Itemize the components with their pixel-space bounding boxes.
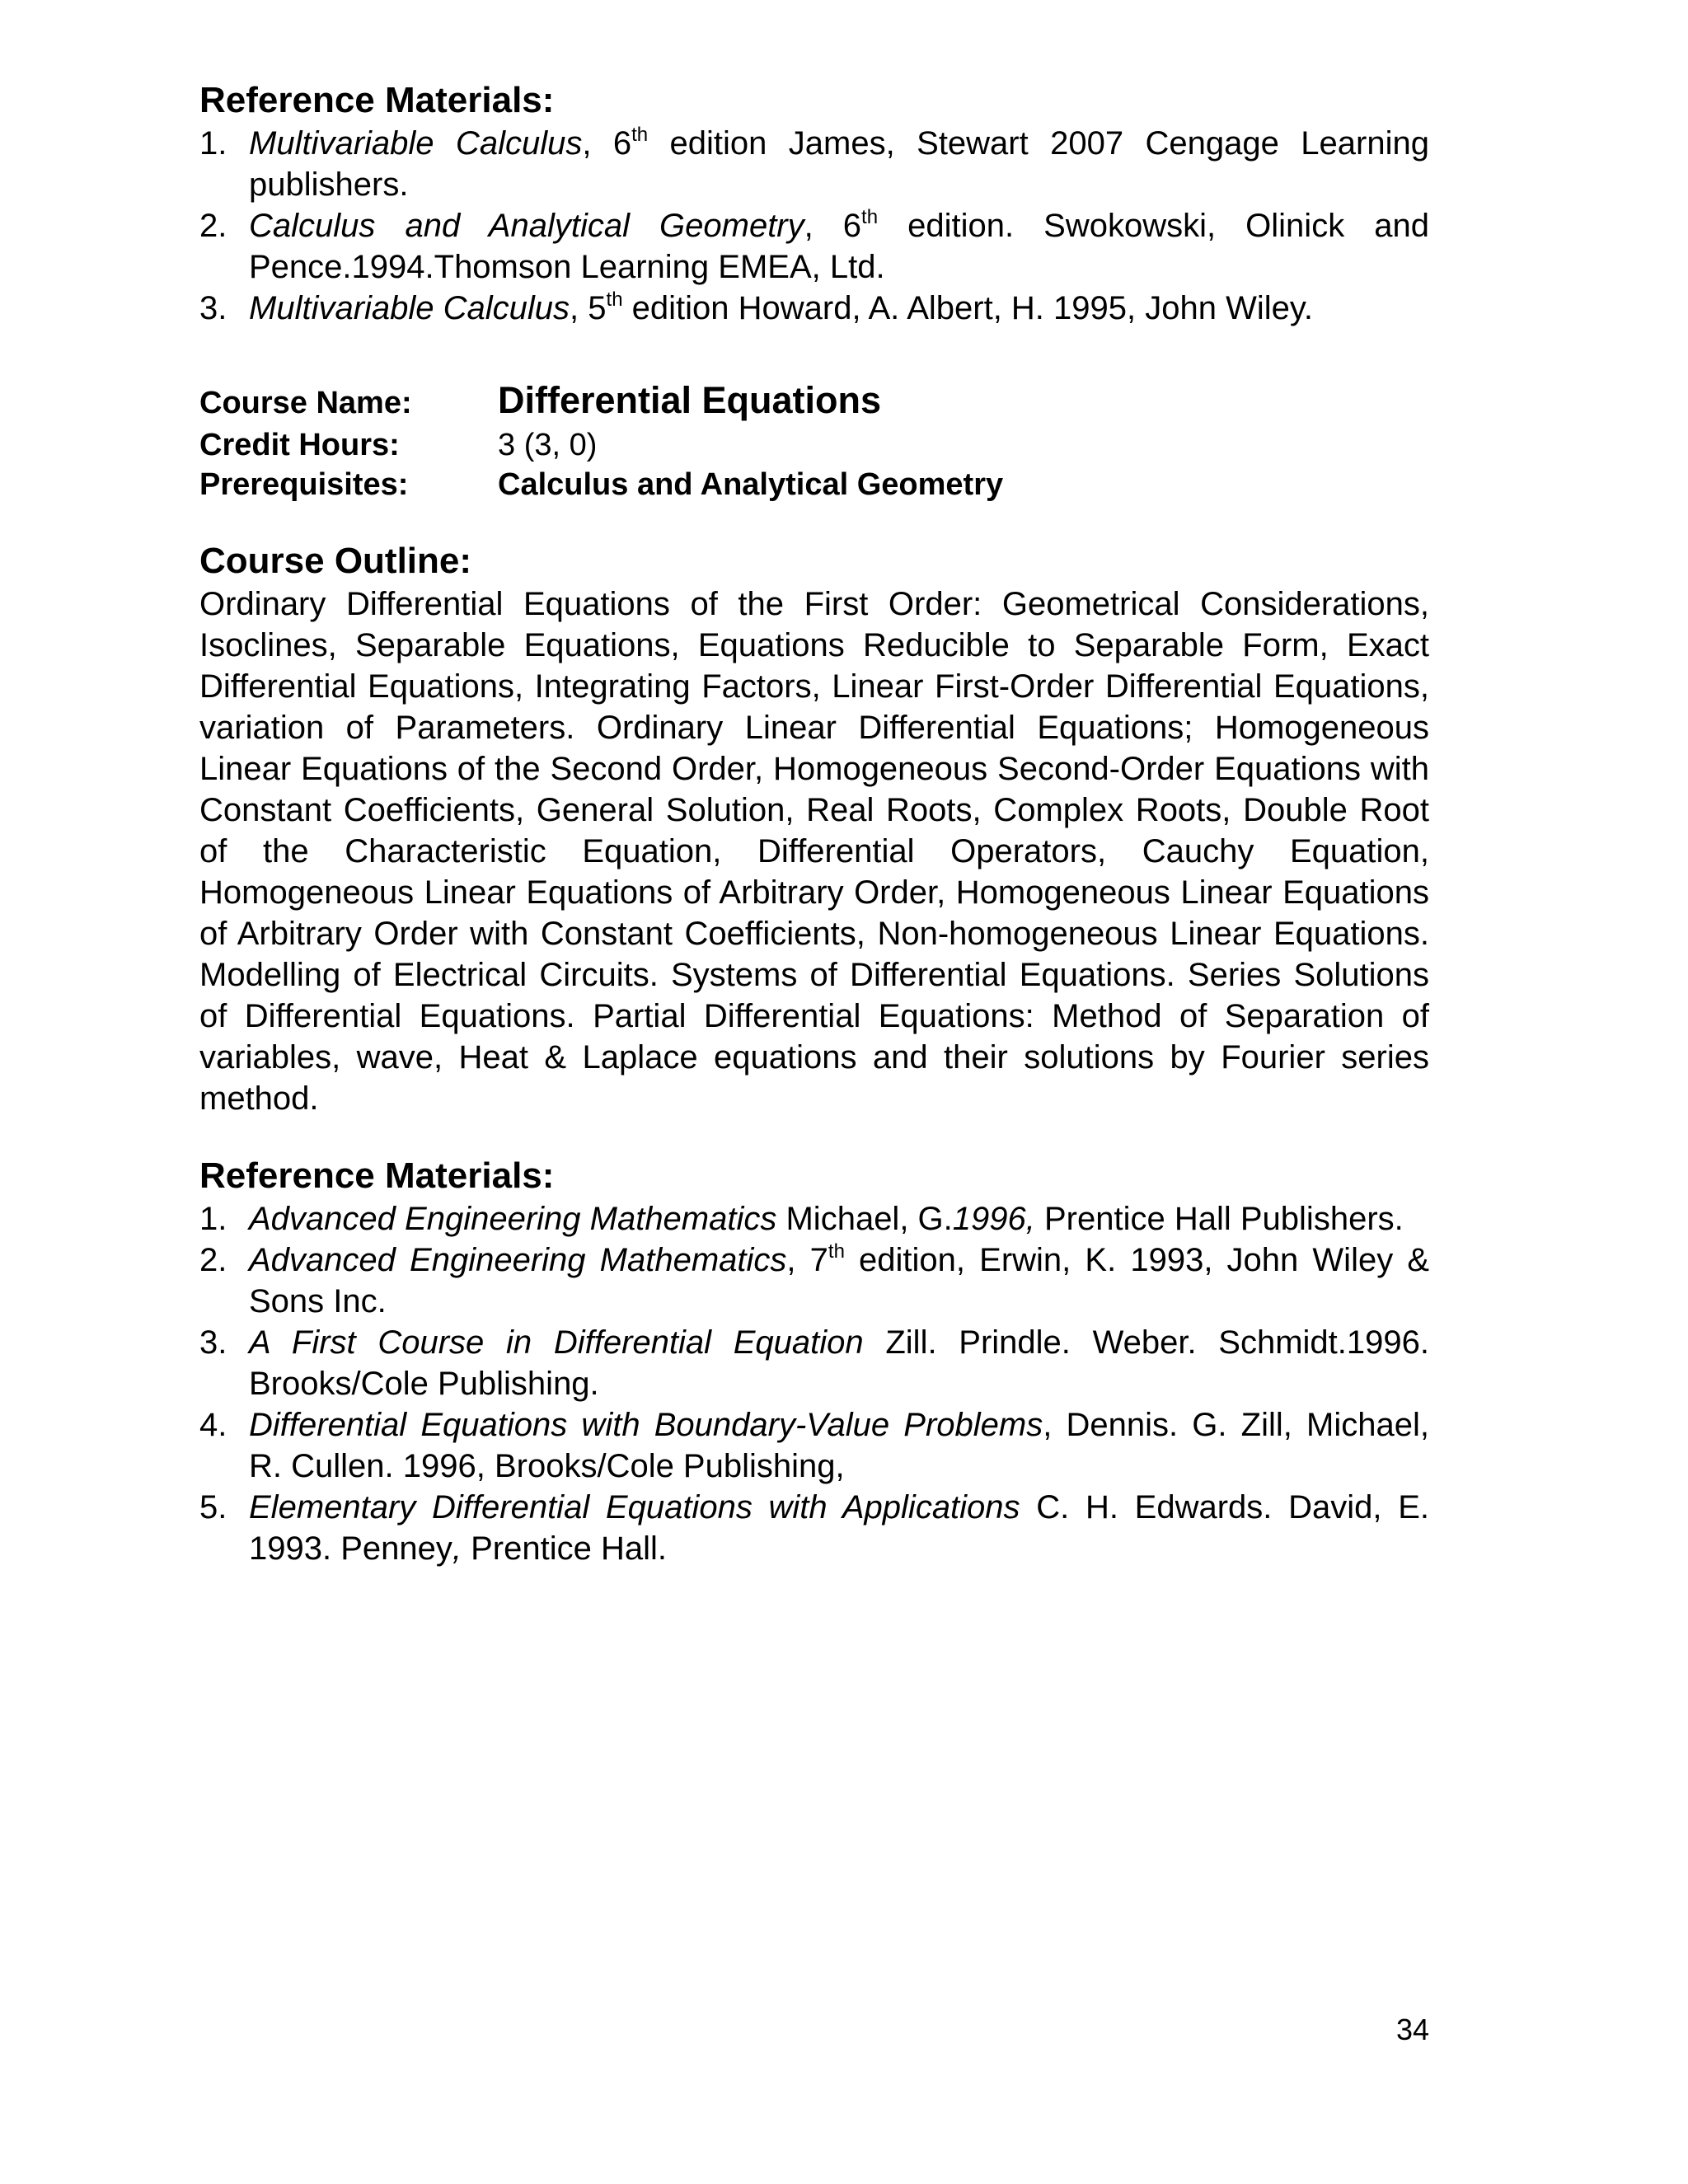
reference-list-1 xyxy=(199,123,1429,329)
credit-hours-row xyxy=(199,425,1429,465)
prerequisites-label: Prerequisites: xyxy=(199,467,409,502)
reference-title: Advanced Engineering Mathematics xyxy=(249,1242,787,1278)
reference-edition: , 6 xyxy=(582,125,632,162)
reference-item xyxy=(199,1404,1429,1487)
reference-year: 1996, xyxy=(952,1201,1035,1237)
reference-details: Prentice Hall Publishers. xyxy=(1034,1201,1404,1237)
ordinal-suffix: th xyxy=(606,288,623,311)
reference-details: , Dennis. G. Zill, Michael, R. Cullen. 1996, Brooks/Cole Publishing, xyxy=(249,1407,1429,1484)
reference-details: edition. Swokowski, Olinick and Pence.1994.Thomson Learning EMEA, Ltd. xyxy=(249,208,1429,285)
reference-title: Advanced Engineering Mathematics xyxy=(249,1201,777,1237)
reference-title: Multivariable Calculus xyxy=(249,290,570,326)
credit-hours-label: Credit Hours: xyxy=(199,428,400,462)
reference-punctuation: , xyxy=(452,1530,462,1567)
course-info xyxy=(199,378,1429,504)
reference-item xyxy=(199,288,1429,329)
reference-details: C. H. Edwards. David, E. 1993. Penney xyxy=(249,1489,1429,1567)
reference-list-2 xyxy=(199,1198,1429,1569)
prerequisites-value: Calculus and Analytical Geometry xyxy=(498,467,1004,502)
reference-item xyxy=(199,1198,1429,1240)
course-name-value: Differential Equations xyxy=(498,379,882,421)
reference-item xyxy=(199,205,1429,288)
ordinal-suffix: th xyxy=(861,206,879,228)
reference-number: 2. xyxy=(199,208,227,244)
reference-item xyxy=(199,1322,1429,1404)
reference-materials-heading-2: Reference Materials: xyxy=(199,1155,555,1196)
course-outline-text: Ordinary Differential Equations of the First Order: Geometrical Considerations, Isoclines, Separable Equations, Equations Reducible to Separable Form, Exact Differential Equations, Integrating Factors, Linear First-Order Differential Equations, variation of Parameters. Ordinary Linear Differential Equations; Homogeneous Linear Equations of the Second Order, Homogeneous Second-Order Equations with Constant Coefficients, General Solution, Real Roots, Complex Roots, Double Root of the Characteristic Equation, Differential Operators, Cauchy Equation, Homogeneous Linear Equations of Arbitrary Order, Homogeneous Linear Equations of Arbitrary Order with Constant Coefficients, Non-homogeneous Linear Equations. Modelling of Electrical Circuits. Systems of Differential Equations. Series Solutions of Differential Equations. Partial Differential Equations: Method of Separation of variables, wave, Heat & Laplace equations and their solutions by Fourier series method. xyxy=(199,586,1429,1117)
reference-title: Calculus and Analytical Geometry xyxy=(249,208,804,244)
reference-details: edition Howard, A. Albert, H. 1995, John Wiley. xyxy=(622,290,1314,326)
ordinal-suffix: th xyxy=(828,1240,845,1263)
reference-title: A First Course in Differential Equation xyxy=(249,1324,864,1361)
reference-number: 1. xyxy=(199,1201,227,1237)
reference-number: 3. xyxy=(199,290,227,326)
credit-hours-value: 3 (3, 0) xyxy=(498,428,598,462)
ordinal-suffix: th xyxy=(631,124,649,146)
document-page xyxy=(199,78,1429,1569)
reference-details: Michael, G. xyxy=(776,1201,953,1237)
reference-number: 1. xyxy=(199,125,227,162)
reference-title: Differential Equations with Boundary-Value Problems xyxy=(249,1407,1043,1443)
reference-title: Elementary Differential Equations with Applications xyxy=(249,1489,1020,1526)
reference-number: 4. xyxy=(199,1407,227,1443)
reference-details: Zill. Prindle. Weber. Schmidt.1996. Brooks/Cole Publishing. xyxy=(249,1324,1430,1402)
course-name-label: Course Name: xyxy=(199,386,412,420)
reference-item xyxy=(199,1487,1429,1569)
reference-item xyxy=(199,1240,1429,1322)
reference-details: edition James, Stewart 2007 Cengage Learning publishers. xyxy=(249,125,1429,203)
page-number: 34 xyxy=(1395,2013,1429,2046)
reference-details: edition, Erwin, K. 1993, John Wiley & Sons Inc. xyxy=(249,1242,1430,1319)
reference-title: Multivariable Calculus xyxy=(249,125,583,162)
reference-edition: , 6 xyxy=(804,208,862,244)
reference-number: 3. xyxy=(199,1324,227,1361)
reference-materials-heading-1: Reference Materials: xyxy=(199,80,555,120)
prerequisites-row xyxy=(199,465,1429,504)
reference-edition: , 7 xyxy=(786,1242,828,1278)
reference-details: Prentice Hall. xyxy=(462,1530,667,1567)
reference-number: 5. xyxy=(199,1489,227,1526)
reference-item xyxy=(199,123,1429,205)
course-name-row xyxy=(199,378,1429,425)
reference-number: 2. xyxy=(199,1242,227,1278)
course-outline-heading: Course Outline: xyxy=(199,541,472,581)
reference-edition: , 5 xyxy=(570,290,607,326)
